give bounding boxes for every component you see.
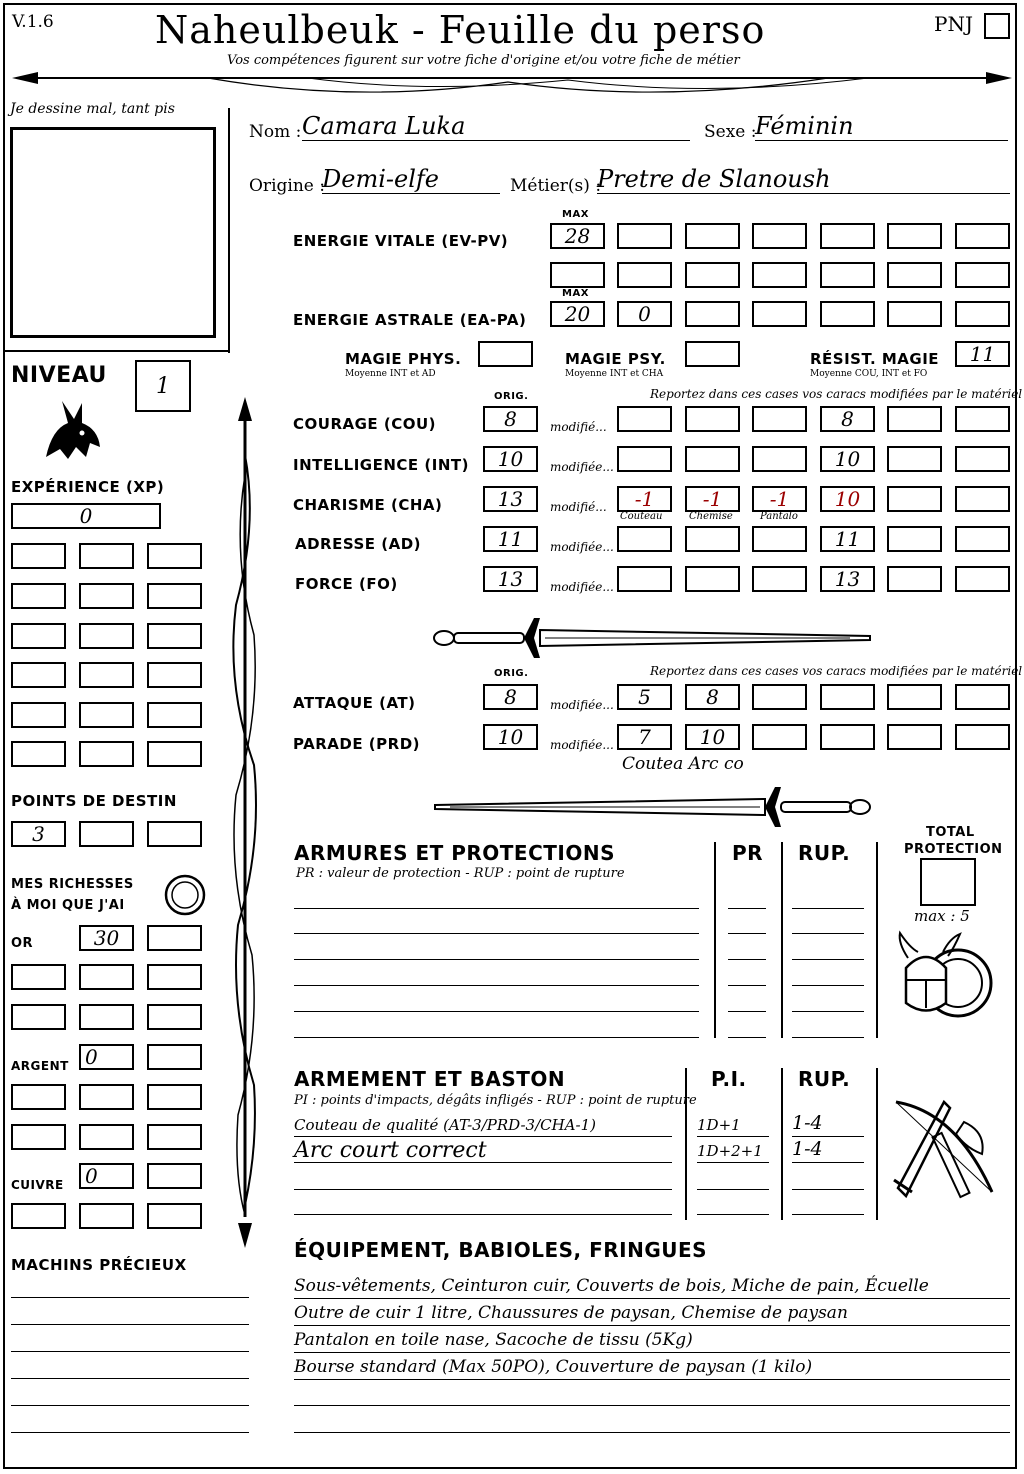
argent-box[interactable] — [79, 1084, 134, 1110]
attaque-cell[interactable]: 8 — [685, 684, 740, 710]
ev-box[interactable] — [887, 262, 942, 288]
carac-mod-label: modifiée... — [550, 540, 614, 554]
ev-box[interactable] — [820, 223, 875, 249]
attaque-cell[interactable] — [887, 684, 942, 710]
carac-cell[interactable] — [617, 526, 672, 552]
ea-box[interactable] — [752, 301, 807, 327]
xp-cell[interactable] — [11, 741, 66, 767]
parade-label: PARADE (PRD) — [293, 735, 421, 753]
carac-label-ad: ADRESSE (AD) — [295, 535, 422, 553]
column-divider — [876, 842, 878, 1038]
carac-cell[interactable] — [887, 526, 942, 552]
divider — [3, 350, 229, 352]
cha-note: Pantalo — [760, 511, 798, 522]
carac-cell[interactable] — [752, 446, 807, 472]
richesses-label: À MOI QUE J'AI — [11, 898, 125, 913]
ev-box[interactable] — [752, 262, 807, 288]
argent-box[interactable] — [147, 1084, 202, 1110]
helmet-shield-icon — [888, 928, 998, 1028]
carac-orig-fo[interactable]: 13 — [483, 566, 538, 592]
carac-cell[interactable] — [955, 446, 1010, 472]
or-box[interactable]: 30 — [79, 925, 134, 951]
carac-cell[interactable] — [617, 406, 672, 432]
magie-phys-label: MAGIE PHYS. — [345, 350, 462, 368]
ea-max-box[interactable]: 20 — [550, 301, 605, 327]
equipement-line[interactable]: Outre de cuir 1 litre, Chaussures de paysan, Chemise de paysan — [294, 1303, 1010, 1326]
niveau-label: NIVEAU — [11, 363, 107, 388]
carac-cell[interactable] — [955, 526, 1010, 552]
rup-label: RUP. — [798, 841, 851, 865]
attaque-cell[interactable] — [955, 684, 1010, 710]
rup-label: RUP. — [798, 1067, 851, 1091]
pr-line[interactable] — [728, 985, 766, 986]
xp-cell[interactable] — [79, 543, 134, 569]
or-box[interactable] — [147, 1004, 202, 1030]
armure-line[interactable] — [294, 985, 699, 986]
or-box[interactable] — [147, 964, 202, 990]
attaque-orig[interactable]: 8 — [483, 684, 538, 710]
xp-cell[interactable] — [147, 702, 202, 728]
rup-line[interactable] — [792, 908, 864, 909]
ea-label: ENERGIE ASTRALE (EA-PA) — [293, 311, 527, 329]
sexe-field[interactable]: Féminin — [755, 112, 1008, 141]
ev-box[interactable] — [820, 262, 875, 288]
carac-cell[interactable]: -1 — [617, 486, 672, 512]
ev-box[interactable] — [685, 262, 740, 288]
xp-cell[interactable] — [147, 741, 202, 767]
pnj-checkbox[interactable] — [984, 13, 1010, 39]
rup-line[interactable] — [792, 1011, 864, 1012]
total-protection-label: PROTECTION — [904, 842, 1003, 857]
parade-cell[interactable]: 7 — [617, 724, 672, 750]
argent-label: ARGENT — [11, 1059, 69, 1073]
nom-label: Nom : — [249, 122, 302, 142]
portrait-caption: Je dessine mal, tant pis — [10, 101, 175, 117]
parade-cell[interactable] — [820, 724, 875, 750]
combat-note: Coutea Arc co — [622, 754, 744, 774]
machin-line[interactable] — [11, 1432, 249, 1433]
cuivre-box[interactable] — [11, 1203, 66, 1229]
carac-cell[interactable] — [752, 526, 807, 552]
pi-line[interactable] — [697, 1214, 769, 1215]
cuivre-box[interactable]: 0 — [79, 1163, 134, 1189]
machin-line[interactable] — [11, 1324, 249, 1325]
carac-cell[interactable] — [955, 486, 1010, 512]
carac-mod-label: modifié... — [550, 420, 607, 434]
armure-line[interactable] — [294, 908, 699, 909]
resist-magie-label: RÉSIST. MAGIE — [810, 350, 940, 368]
argent-box[interactable] — [79, 1124, 134, 1150]
rup-line[interactable] — [792, 959, 864, 960]
arme-pi[interactable]: 1D+2+1 — [697, 1142, 769, 1163]
pr-line[interactable] — [728, 1011, 766, 1012]
carac-label-int: INTELLIGENCE (INT) — [293, 456, 469, 474]
parade-cell[interactable] — [955, 724, 1010, 750]
origine-field[interactable]: Demi-elfe — [322, 165, 500, 194]
pr-line[interactable] — [728, 959, 766, 960]
carac-cell[interactable] — [955, 406, 1010, 432]
arme-rup[interactable]: 1-4 — [792, 1138, 864, 1163]
carac-cell[interactable] — [887, 446, 942, 472]
xp-cell[interactable] — [79, 583, 134, 609]
caracs-report-note: Reportez dans ces cases vos caracs modifiées par le matériel — [650, 387, 1023, 401]
attaque-label: ATTAQUE (AT) — [293, 694, 416, 712]
ev-box[interactable] — [955, 262, 1010, 288]
arme-name[interactable]: Arc court correct — [294, 1138, 672, 1163]
or-box[interactable] — [79, 1004, 134, 1030]
carac-cell[interactable] — [887, 566, 942, 592]
version-label: V.1.6 — [12, 12, 54, 32]
destin-box[interactable] — [147, 821, 202, 847]
attaque-cell[interactable]: 5 — [617, 684, 672, 710]
caracs-orig-label: ORIG. — [494, 391, 529, 402]
carac-cell[interactable] — [752, 566, 807, 592]
ev-label: ENERGIE VITALE (EV-PV) — [293, 232, 509, 250]
combat-mod-label: modifiée... — [550, 698, 614, 712]
attaque-cell[interactable] — [752, 684, 807, 710]
carac-cell[interactable] — [617, 566, 672, 592]
pr-line[interactable] — [728, 933, 766, 934]
parade-cell[interactable]: 10 — [685, 724, 740, 750]
resist-magie-sub: Moyenne COU, INT et FO — [810, 369, 928, 379]
armures-title: ARMURES ET PROTECTIONS — [294, 841, 615, 865]
equipement-line[interactable]: Bourse standard (Max 50PO), Couverture de paysan (1 kilo) — [294, 1357, 1010, 1380]
xp-cell[interactable] — [11, 662, 66, 688]
xp-cell[interactable] — [11, 623, 66, 649]
equipement-line[interactable]: Sous-vêtements, Ceinturon cuir, Couverts de bois, Miche de pain, Écuelle — [294, 1276, 1010, 1299]
xp-cell[interactable] — [147, 623, 202, 649]
rup-line[interactable] — [792, 1037, 864, 1038]
equipement-line[interactable] — [294, 1432, 1010, 1433]
xp-cell[interactable] — [147, 543, 202, 569]
or-box[interactable] — [79, 964, 134, 990]
arme-name[interactable]: Couteau de qualité (AT-3/PRD-3/CHA-1) — [294, 1116, 672, 1137]
column-divider — [714, 842, 716, 1038]
ea-box[interactable] — [820, 301, 875, 327]
machin-line[interactable] — [11, 1378, 249, 1379]
carac-cell[interactable] — [685, 406, 740, 432]
rup-line[interactable] — [792, 1189, 864, 1190]
ev-box[interactable] — [955, 223, 1010, 249]
carac-cell[interactable]: -1 — [685, 486, 740, 512]
xp-cell[interactable] — [11, 583, 66, 609]
pr-line[interactable] — [728, 908, 766, 909]
column-divider — [685, 1068, 687, 1220]
cuivre-box[interactable] — [79, 1203, 134, 1229]
cuivre-box[interactable] — [147, 1163, 202, 1189]
or-box[interactable] — [11, 964, 66, 990]
xp-cell[interactable] — [79, 741, 134, 767]
richesses-label: MES RICHESSES — [11, 877, 134, 892]
argent-box[interactable]: 0 — [79, 1044, 134, 1070]
sword-icon — [430, 612, 875, 662]
metier-label: Métier(s) : — [510, 176, 602, 196]
parade-cell[interactable] — [752, 724, 807, 750]
or-label: OR — [11, 936, 34, 951]
machin-line[interactable] — [11, 1405, 249, 1406]
xp-box[interactable]: 0 — [11, 503, 161, 529]
rup-line[interactable] — [792, 933, 864, 934]
armement-subtitle: PI : points d'impacts, dégâts infligés - RUP : point de rupture — [294, 1093, 697, 1108]
xp-cell[interactable] — [11, 543, 66, 569]
page-subtitle: Vos compétences figurent sur votre fiche d'origine et/ou votre fiche de métier — [227, 53, 740, 68]
carac-cell[interactable] — [617, 446, 672, 472]
xp-cell[interactable] — [147, 583, 202, 609]
argent-box[interactable] — [147, 1044, 202, 1070]
arme-rup[interactable]: 1-4 — [792, 1112, 864, 1137]
equipement-line[interactable]: Pantalon en toile nase, Sacoche de tissu (5Kg) — [294, 1330, 1010, 1353]
xp-label: EXPÉRIENCE (XP) — [11, 478, 165, 496]
spear-icon — [228, 395, 262, 1250]
sword-icon — [430, 783, 875, 833]
xp-cell[interactable] — [79, 662, 134, 688]
carac-mod-label: modifiée... — [550, 580, 614, 594]
arme-line[interactable] — [294, 1214, 672, 1215]
or-box[interactable] — [11, 1004, 66, 1030]
pr-label: PR — [732, 841, 764, 865]
armement-title: ARMEMENT ET BASTON — [294, 1067, 566, 1091]
ea-box[interactable] — [685, 301, 740, 327]
carac-label-cha: CHARISME (CHA) — [293, 496, 443, 514]
page-title: Naheulbeuk - Feuille du perso — [155, 8, 766, 52]
destin-box[interactable]: 3 — [11, 821, 66, 847]
dragon-icon — [38, 395, 106, 465]
rup-line[interactable] — [792, 985, 864, 986]
carac-cell[interactable] — [887, 406, 942, 432]
carac-mod-label: modifiée... — [550, 460, 614, 474]
carac-cell[interactable]: -1 — [752, 486, 807, 512]
carac-cell[interactable] — [685, 566, 740, 592]
destin-box[interactable] — [79, 821, 134, 847]
ev-box[interactable] — [887, 223, 942, 249]
ev-max-label: MAX — [562, 209, 589, 220]
carac-cell[interactable]: 10 — [820, 446, 875, 472]
ev-box[interactable] — [617, 223, 672, 249]
argent-box[interactable] — [147, 1124, 202, 1150]
destin-label: POINTS DE DESTIN — [11, 792, 177, 810]
armure-line[interactable] — [294, 959, 699, 960]
column-divider — [228, 108, 230, 353]
attaque-cell[interactable] — [820, 684, 875, 710]
magie-psy-sub: Moyenne INT et CHA — [565, 369, 664, 379]
carac-orig-ad[interactable]: 11 — [483, 526, 538, 552]
magie-psy-label: MAGIE PSY. — [565, 350, 666, 368]
argent-box[interactable] — [11, 1084, 66, 1110]
coin-icon — [162, 873, 208, 917]
cuivre-box[interactable] — [147, 1203, 202, 1229]
max-protection-note: max : 5 — [914, 907, 970, 925]
pnj-label: PNJ — [934, 12, 973, 36]
machin-line[interactable] — [11, 1351, 249, 1352]
ea-box[interactable] — [887, 301, 942, 327]
armures-subtitle: PR : valeur de protection - RUP : point de rupture — [296, 866, 625, 881]
xp-cell[interactable] — [147, 662, 202, 688]
ea-box[interactable] — [955, 301, 1010, 327]
armure-line[interactable] — [294, 1037, 699, 1038]
metier-field[interactable]: Pretre de Slanoush — [597, 165, 1010, 194]
header-spear-ornament — [8, 64, 1016, 104]
column-divider — [876, 1068, 878, 1220]
magie-psy-box[interactable] — [685, 341, 740, 367]
xp-cell[interactable] — [11, 702, 66, 728]
ea-box[interactable]: 0 — [617, 301, 672, 327]
ev-box[interactable] — [685, 223, 740, 249]
parade-cell[interactable] — [887, 724, 942, 750]
carac-mod-label: modifié... — [550, 500, 607, 514]
total-protection-label: TOTAL — [926, 825, 975, 840]
magie-phys-sub: Moyenne INT et AD — [345, 369, 436, 379]
pi-label: P.I. — [711, 1067, 747, 1091]
parade-orig[interactable]: 10 — [483, 724, 538, 750]
carac-cell[interactable]: 13 — [820, 566, 875, 592]
equipement-title: ÉQUIPEMENT, BABIOLES, FRINGUES — [294, 1238, 708, 1262]
armure-line[interactable] — [294, 1011, 699, 1012]
carac-cell[interactable] — [685, 526, 740, 552]
ev-box[interactable] — [550, 262, 605, 288]
column-divider — [781, 842, 783, 1038]
carac-label-cou: COURAGE (COU) — [293, 415, 437, 433]
combat-orig-label: ORIG. — [494, 668, 529, 679]
carac-orig-cou[interactable]: 8 — [483, 406, 538, 432]
pi-line[interactable] — [697, 1189, 769, 1190]
ev-box[interactable] — [752, 223, 807, 249]
equipement-line[interactable] — [294, 1405, 1010, 1406]
carac-cell[interactable]: 8 — [820, 406, 875, 432]
magie-phys-box[interactable] — [478, 341, 533, 367]
combat-report-note: Reportez dans ces cases vos caracs modifiées par le matériel — [650, 664, 1023, 678]
xp-cell[interactable] — [79, 702, 134, 728]
carac-cell[interactable] — [685, 446, 740, 472]
carac-orig-cha[interactable]: 13 — [483, 486, 538, 512]
carac-orig-int[interactable]: 10 — [483, 446, 538, 472]
ea-max-label: MAX — [562, 288, 589, 299]
combat-mod-label: modifiée... — [550, 738, 614, 752]
total-protection-box[interactable] — [920, 858, 976, 906]
carac-cell[interactable] — [752, 406, 807, 432]
nom-field[interactable]: Camara Luka — [302, 112, 690, 141]
carac-cell[interactable] — [887, 486, 942, 512]
argent-box[interactable] — [11, 1124, 66, 1150]
rup-line[interactable] — [792, 1214, 864, 1215]
cuivre-label: CUIVRE — [11, 1178, 64, 1192]
carac-cell[interactable] — [955, 566, 1010, 592]
or-box[interactable] — [147, 925, 202, 951]
carac-cell[interactable]: 11 — [820, 526, 875, 552]
xp-cell[interactable] — [79, 623, 134, 649]
origine-label: Origine : — [249, 176, 325, 196]
sexe-label: Sexe : — [704, 122, 757, 142]
cha-note: Chemise — [689, 511, 733, 522]
pr-line[interactable] — [728, 1037, 766, 1038]
weapons-icon — [886, 1092, 1002, 1216]
arme-line[interactable] — [294, 1189, 672, 1190]
column-divider — [781, 1068, 783, 1220]
portrait-box[interactable] — [10, 127, 216, 338]
ev-max-box[interactable]: 28 — [550, 223, 605, 249]
carac-cell[interactable]: 10 — [820, 486, 875, 512]
ev-box[interactable] — [617, 262, 672, 288]
cha-note: Couteau — [620, 511, 663, 522]
armure-line[interactable] — [294, 933, 699, 934]
arme-pi[interactable]: 1D+1 — [697, 1116, 769, 1137]
machins-label: MACHINS PRÉCIEUX — [11, 1256, 187, 1274]
carac-label-fo: FORCE (FO) — [295, 575, 398, 593]
machin-line[interactable] — [11, 1297, 249, 1298]
niveau-box[interactable]: 1 — [135, 360, 191, 412]
resist-magie-box[interactable]: 11 — [955, 341, 1010, 367]
